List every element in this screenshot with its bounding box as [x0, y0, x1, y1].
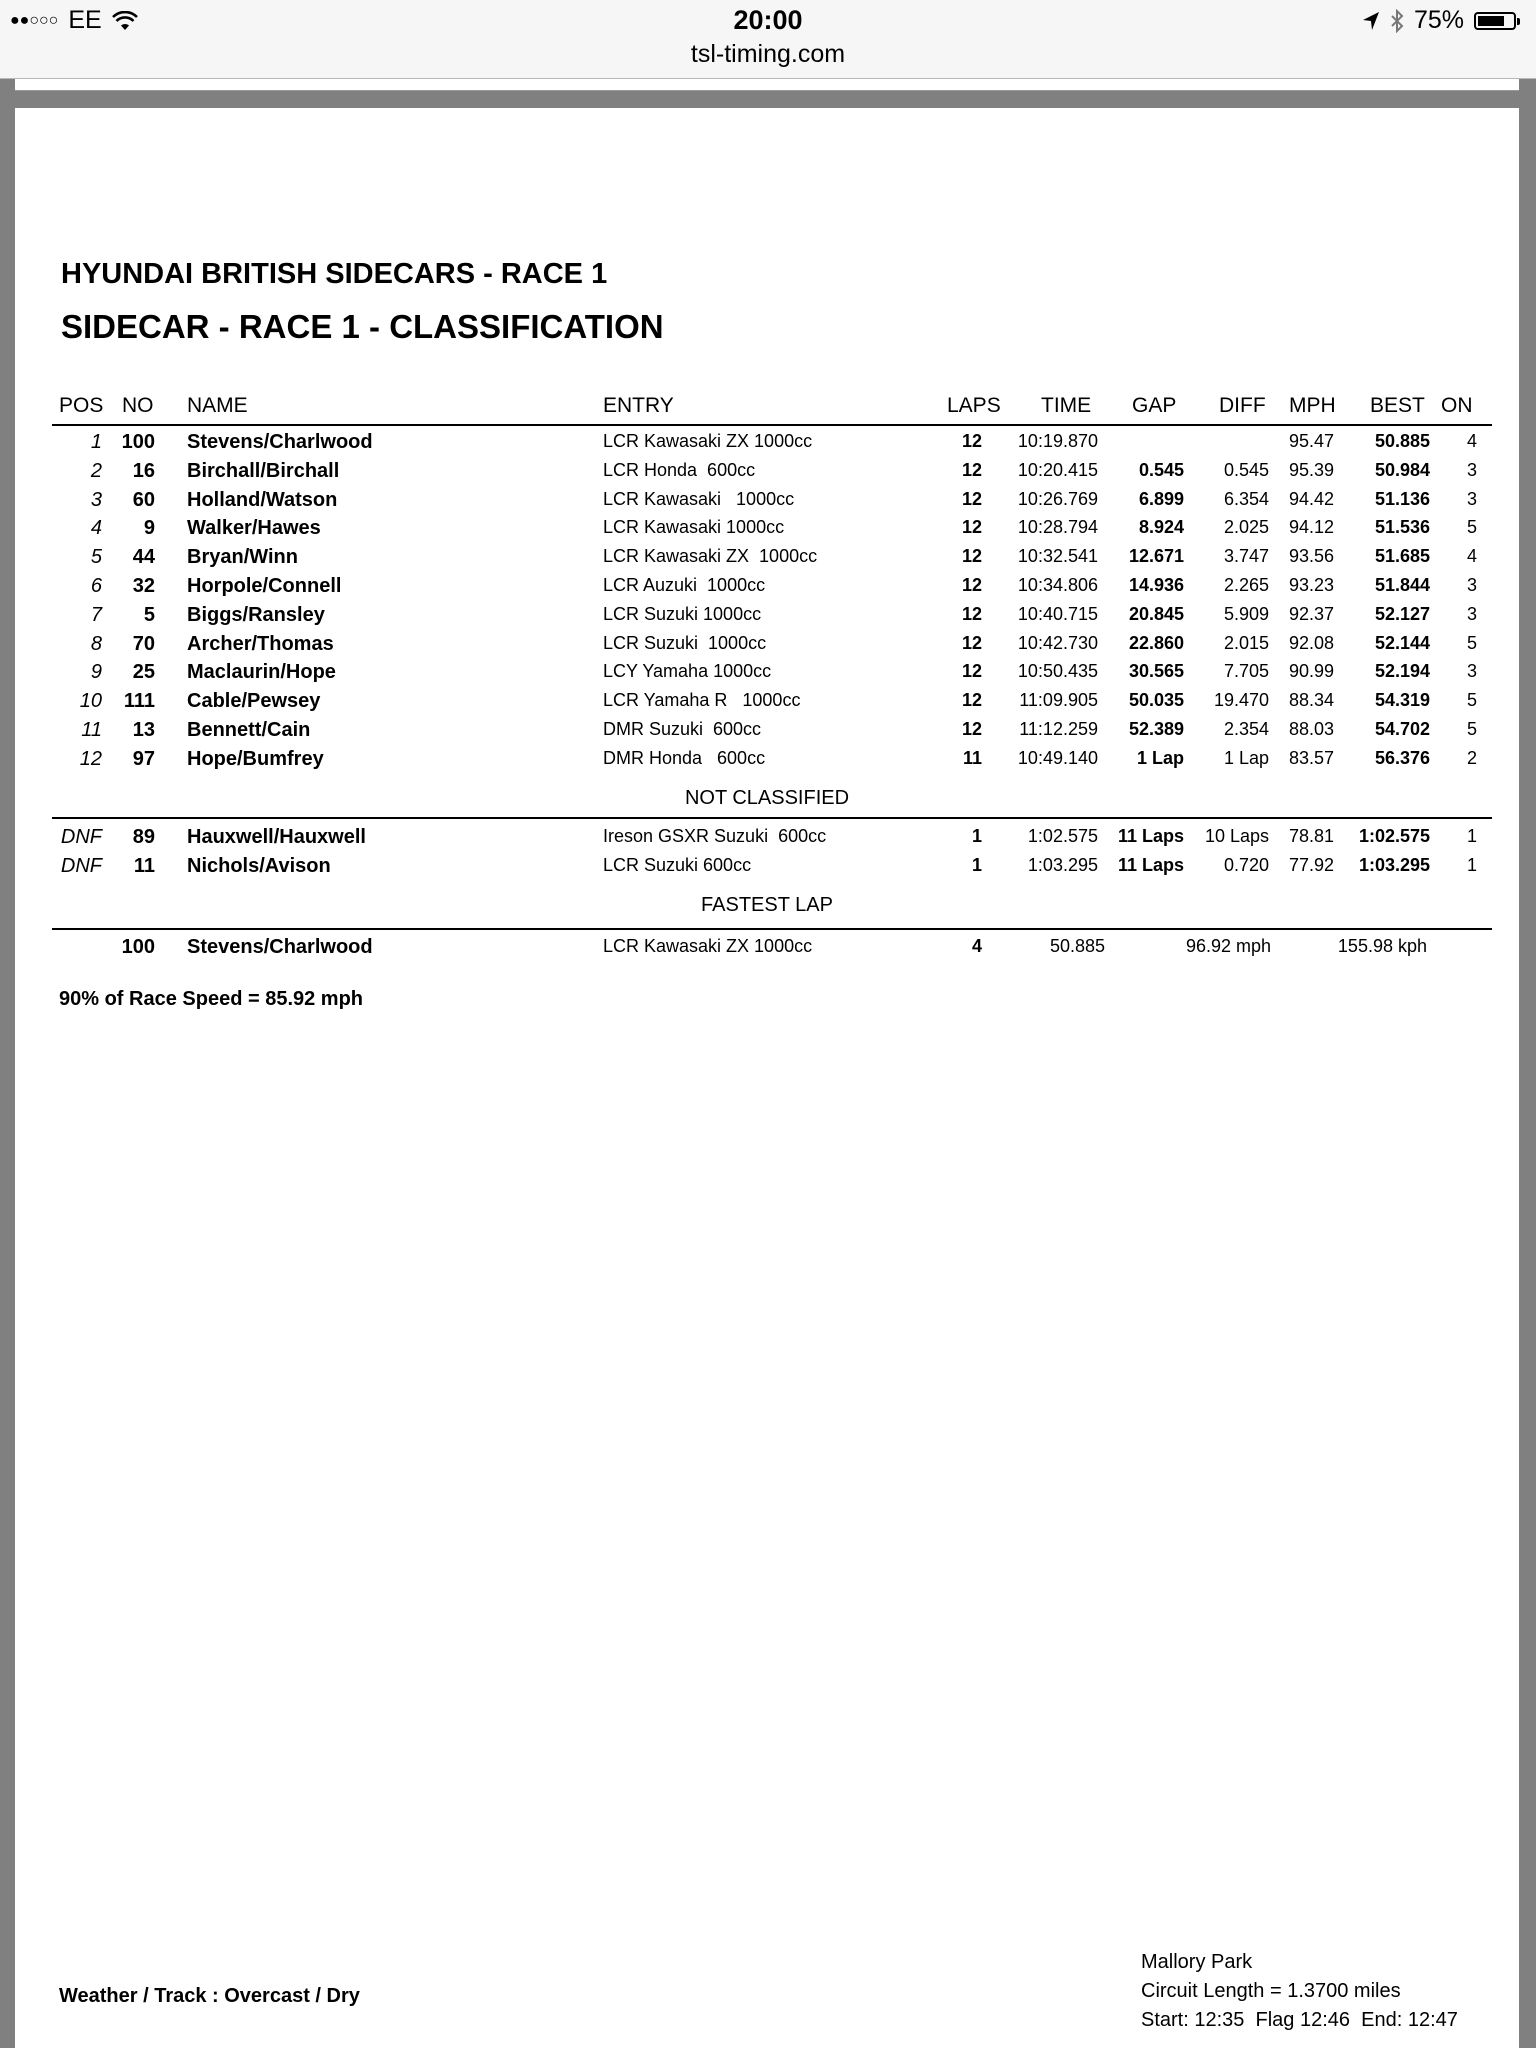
cell-diff: 5.909: [1223, 603, 1269, 624]
cell-laps: 12: [961, 517, 982, 538]
cell-laps: 12: [961, 603, 982, 624]
cell-mph: 94.12: [1288, 517, 1334, 538]
cell-best: 54.702: [1374, 719, 1430, 739]
cell-mph: 88.34: [1288, 690, 1334, 711]
cell-gap: 8.924: [1138, 517, 1184, 538]
cell-time: 10:50.435: [1017, 661, 1098, 682]
header-entry: ENTRY: [603, 394, 674, 417]
cell-entry: LCY Yamaha 1000cc: [603, 661, 772, 682]
fastest-lap-no: 100: [121, 936, 155, 958]
cell-diff: 0.720: [1223, 854, 1269, 875]
cell-best: 1:03.295: [1358, 854, 1430, 875]
cell-time: 10:34.806: [1017, 575, 1098, 595]
cell-name: Holland/Watson: [187, 488, 338, 511]
header-diff: DIFF: [1219, 394, 1266, 417]
circuit-length: Circuit Length = 1.3700 miles: [1141, 1980, 1401, 2002]
header-name: NAME: [187, 394, 248, 417]
cell-gap: 52.389: [1128, 719, 1184, 739]
address-bar[interactable]: tsl-timing.com: [690, 40, 846, 68]
cell-diff: 2.015: [1223, 632, 1269, 653]
cell-no: 70: [132, 632, 155, 655]
cell-gap: 22.860: [1128, 632, 1184, 653]
header-no: NO: [122, 394, 154, 417]
cell-name: Cable/Pewsey: [187, 690, 321, 713]
cell-on: 2: [1466, 747, 1477, 768]
race-speed-note: 90% of Race Speed = 85.92 mph: [59, 988, 364, 1010]
cell-name: Archer/Thomas: [187, 632, 334, 655]
cell-laps: 12: [961, 719, 982, 739]
cell-no: 16: [132, 459, 155, 482]
clock: 20:00: [733, 5, 803, 35]
cell-no: 25: [132, 661, 155, 684]
cell-entry: LCR Auzuki 1000cc: [603, 575, 766, 595]
cell-entry: DMR Suzuki 600cc: [603, 719, 762, 739]
cell-diff: 10 Laps: [1204, 826, 1269, 846]
result-row: [15, 748, 1519, 776]
circuit-info: [1141, 1948, 1458, 2035]
cell-gap: 14.936: [1128, 575, 1184, 595]
header-on: ON: [1441, 394, 1473, 417]
cell-entry: LCR Honda 600cc: [603, 459, 756, 480]
cell-gap: 12.671: [1128, 546, 1184, 567]
cell-on: 1: [1466, 826, 1477, 846]
cell-name: Nichols/Avison: [187, 854, 331, 877]
cell-no: 5: [143, 603, 155, 626]
cell-best: 52.127: [1374, 603, 1430, 624]
cell-mph: 88.03: [1288, 719, 1334, 739]
cell-diff: 2.265: [1223, 575, 1269, 595]
cell-pos: 4: [90, 517, 102, 540]
weather-track-note: Weather / Track : Overcast / Dry: [59, 1985, 360, 2007]
cell-time: 1:02.575: [1027, 826, 1098, 846]
cell-name: Bryan/Winn: [187, 546, 298, 569]
cell-no: 11: [133, 854, 155, 877]
cell-mph: 92.37: [1288, 603, 1334, 624]
cell-pos: 10: [79, 690, 102, 713]
cell-pos: DNF: [60, 826, 102, 848]
cell-on: 5: [1466, 719, 1477, 739]
fastest-lap-kph: 155.98 kph: [1337, 936, 1427, 956]
header-divider: [52, 424, 1492, 426]
cell-laps: 12: [961, 488, 982, 509]
cell-mph: 90.99: [1288, 661, 1334, 682]
cell-on: 5: [1466, 517, 1477, 538]
result-row: [15, 661, 1519, 689]
fastest-lap-divider: [52, 928, 1492, 930]
cell-on: 4: [1466, 431, 1477, 451]
cell-mph: 95.47: [1288, 431, 1334, 451]
cell-on: 4: [1466, 546, 1477, 567]
result-row: [15, 719, 1519, 747]
cell-laps: 12: [961, 690, 982, 711]
cell-no: 32: [132, 575, 155, 597]
result-row: [15, 575, 1519, 603]
cell-pos: 2: [90, 459, 102, 482]
cell-laps: 12: [961, 575, 982, 595]
cell-time: 10:49.140: [1017, 747, 1098, 768]
result-row: [15, 460, 1519, 488]
result-row: [15, 489, 1519, 517]
cell-diff: 6.354: [1223, 488, 1269, 509]
cell-pos: 7: [90, 603, 102, 626]
cell-time: 11:09.905: [1019, 690, 1098, 711]
cell-pos: 6: [90, 575, 102, 597]
cell-name: Stevens/Charlwood: [187, 431, 373, 453]
battery-percentage: 75%: [1413, 6, 1464, 34]
cell-on: 5: [1466, 690, 1477, 711]
result-row: [15, 431, 1519, 459]
fastest-lap-time: 50.885: [1049, 936, 1105, 956]
cell-gap: 0.545: [1138, 459, 1184, 480]
cell-no: 13: [132, 719, 155, 741]
cell-laps: 12: [961, 632, 982, 653]
battery-icon: [1474, 12, 1516, 30]
header-time: TIME: [1041, 394, 1092, 417]
result-row: [15, 690, 1519, 718]
cell-name: Bennett/Cain: [187, 719, 311, 741]
cell-pos: 5: [90, 546, 102, 569]
cell-diff: 7.705: [1223, 661, 1269, 682]
cell-no: 111: [123, 690, 155, 713]
fastest-lap-name: Stevens/Charlwood: [187, 936, 373, 958]
cell-on: 1: [1466, 854, 1477, 875]
cell-laps: 1: [971, 854, 982, 875]
cell-diff: 2.025: [1223, 517, 1269, 538]
cell-gap: 50.035: [1128, 690, 1184, 711]
cell-mph: 95.39: [1288, 459, 1334, 480]
fastest-lap-row: [15, 936, 1519, 964]
cell-diff: 1 Lap: [1223, 747, 1269, 768]
cell-name: Birchall/Birchall: [187, 459, 340, 482]
cell-best: 50.984: [1374, 459, 1430, 480]
cell-entry: LCR Kawasaki 1000cc: [603, 488, 795, 509]
header-laps: LAPS: [947, 394, 1001, 417]
cell-best: 51.844: [1374, 575, 1430, 595]
cell-entry: Ireson GSXR Suzuki 600cc: [603, 826, 827, 846]
cell-laps: 1: [971, 826, 982, 846]
cell-gap: 11 Laps: [1117, 854, 1184, 875]
cell-laps: 12: [961, 459, 982, 480]
result-row: [15, 546, 1519, 574]
cell-entry: LCR Suzuki 1000cc: [603, 603, 762, 624]
cell-entry: LCR Suzuki 600cc: [603, 854, 752, 875]
header-best: BEST: [1370, 394, 1425, 417]
cell-name: Biggs/Ransley: [187, 603, 325, 626]
status-bar: [0, 0, 1536, 79]
cell-time: 10:20.415: [1017, 459, 1098, 480]
header-mph: MPH: [1289, 394, 1336, 417]
cell-diff: 2.354: [1223, 719, 1269, 739]
cell-pos: DNF: [60, 854, 102, 877]
cell-gap: 30.565: [1128, 661, 1184, 682]
cell-time: 10:42.730: [1017, 632, 1098, 653]
cell-diff: 19.470: [1213, 690, 1269, 711]
cell-time: 1:03.295: [1027, 854, 1098, 875]
bluetooth-icon: [1390, 9, 1404, 33]
not-classified-heading: NOT CLASSIFIED: [684, 787, 850, 809]
cell-laps: 12: [961, 546, 982, 567]
cell-name: Walker/Hawes: [187, 517, 321, 540]
not-classified-divider: [52, 817, 1492, 819]
circuit-name: Mallory Park: [1141, 1951, 1253, 1973]
cell-no: 9: [143, 517, 155, 540]
cell-best: 51.685: [1374, 546, 1430, 567]
cell-diff: 3.747: [1223, 546, 1269, 567]
cell-best: 52.144: [1374, 632, 1430, 653]
cell-no: 89: [132, 826, 155, 848]
cell-entry: LCR Kawasaki ZX 1000cc: [603, 431, 813, 451]
result-row: [15, 633, 1519, 661]
cell-entry: LCR Suzuki 1000cc: [603, 632, 767, 653]
cell-diff: 0.545: [1223, 459, 1269, 480]
cell-time: 10:32.541: [1017, 546, 1098, 567]
cell-pos: 11: [81, 719, 102, 741]
fastest-lap-heading: FASTEST LAP: [701, 894, 833, 916]
cell-pos: 12: [79, 747, 102, 770]
cell-time: 10:26.769: [1017, 488, 1098, 509]
cell-pos: 1: [90, 431, 102, 453]
event-title: HYUNDAI BRITISH SIDECARS - RACE 1: [61, 258, 608, 290]
cell-pos: 8: [90, 632, 102, 655]
cell-best: 51.136: [1374, 488, 1430, 509]
cell-no: 97: [132, 747, 155, 770]
cell-no: 100: [121, 431, 155, 453]
cell-no: 60: [132, 488, 155, 511]
cell-best: 51.536: [1374, 517, 1430, 538]
cell-best: 56.376: [1374, 747, 1430, 768]
cell-laps: 11: [962, 747, 982, 768]
previous-page-edge: [15, 79, 1519, 91]
cell-mph: 93.23: [1288, 575, 1334, 595]
fastest-lap-lap: 4: [971, 936, 982, 956]
cell-entry: LCR Yamaha R 1000cc: [603, 690, 801, 711]
session-times: Start: 12:35 Flag 12:46 End: 12:47: [1141, 2009, 1458, 2031]
cell-on: 3: [1466, 603, 1477, 624]
cell-mph: 78.81: [1288, 826, 1334, 846]
cell-mph: 83.57: [1288, 747, 1334, 768]
cell-mph: 94.42: [1288, 488, 1334, 509]
cell-laps: 12: [961, 431, 982, 451]
cell-gap: 1 Lap: [1136, 747, 1184, 768]
cell-time: 10:28.794: [1017, 517, 1098, 538]
cell-laps: 12: [961, 661, 982, 682]
cell-mph: 92.08: [1288, 632, 1334, 653]
cell-best: 54.319: [1374, 690, 1430, 711]
session-title: SIDECAR - RACE 1 - CLASSIFICATION: [61, 308, 664, 345]
carrier-name: EE: [68, 6, 102, 34]
table-header: [15, 394, 1519, 420]
cell-gap: 6.899: [1138, 488, 1184, 509]
pdf-page: [15, 108, 1519, 2048]
cell-gap: 20.845: [1128, 603, 1184, 624]
cell-entry: LCR Kawasaki ZX 1000cc: [603, 546, 818, 567]
cell-best: 1:02.575: [1358, 826, 1430, 846]
cell-on: 3: [1466, 661, 1477, 682]
cell-on: 3: [1466, 575, 1477, 595]
cell-no: 44: [132, 546, 155, 569]
cell-best: 50.885: [1374, 431, 1430, 451]
location-arrow-icon: [1362, 11, 1380, 31]
cell-on: 5: [1466, 632, 1477, 653]
signal-strength-icon: ●●○○○: [10, 11, 59, 29]
cell-on: 3: [1466, 488, 1477, 509]
result-row: [15, 604, 1519, 632]
cell-name: Hauxwell/Hauxwell: [187, 826, 366, 848]
cell-pos: 9: [90, 661, 102, 684]
cell-best: 52.194: [1374, 661, 1430, 682]
header-gap: GAP: [1132, 394, 1177, 417]
cell-on: 3: [1466, 459, 1477, 480]
cell-mph: 77.92: [1288, 854, 1334, 875]
not-classified-row: [15, 826, 1519, 854]
cell-gap: 11 Laps: [1117, 826, 1184, 846]
cell-name: Maclaurin/Hope: [187, 661, 336, 684]
cell-pos: 3: [90, 488, 102, 511]
fastest-lap-mph: 96.92 mph: [1185, 936, 1271, 956]
fastest-lap-entry: LCR Kawasaki ZX 1000cc: [603, 936, 813, 956]
header-pos: POS: [59, 394, 104, 417]
cell-mph: 93.56: [1288, 546, 1334, 567]
cell-time: 11:12.259: [1019, 719, 1098, 739]
result-row: [15, 517, 1519, 545]
cell-time: 10:19.870: [1017, 431, 1098, 451]
cell-entry: LCR Kawasaki 1000cc: [603, 517, 785, 538]
cell-entry: DMR Honda 600cc: [603, 747, 766, 768]
cell-time: 10:40.715: [1017, 603, 1098, 624]
cell-name: Horpole/Connell: [187, 575, 342, 597]
not-classified-row: [15, 855, 1519, 883]
cell-name: Hope/Bumfrey: [187, 747, 324, 770]
